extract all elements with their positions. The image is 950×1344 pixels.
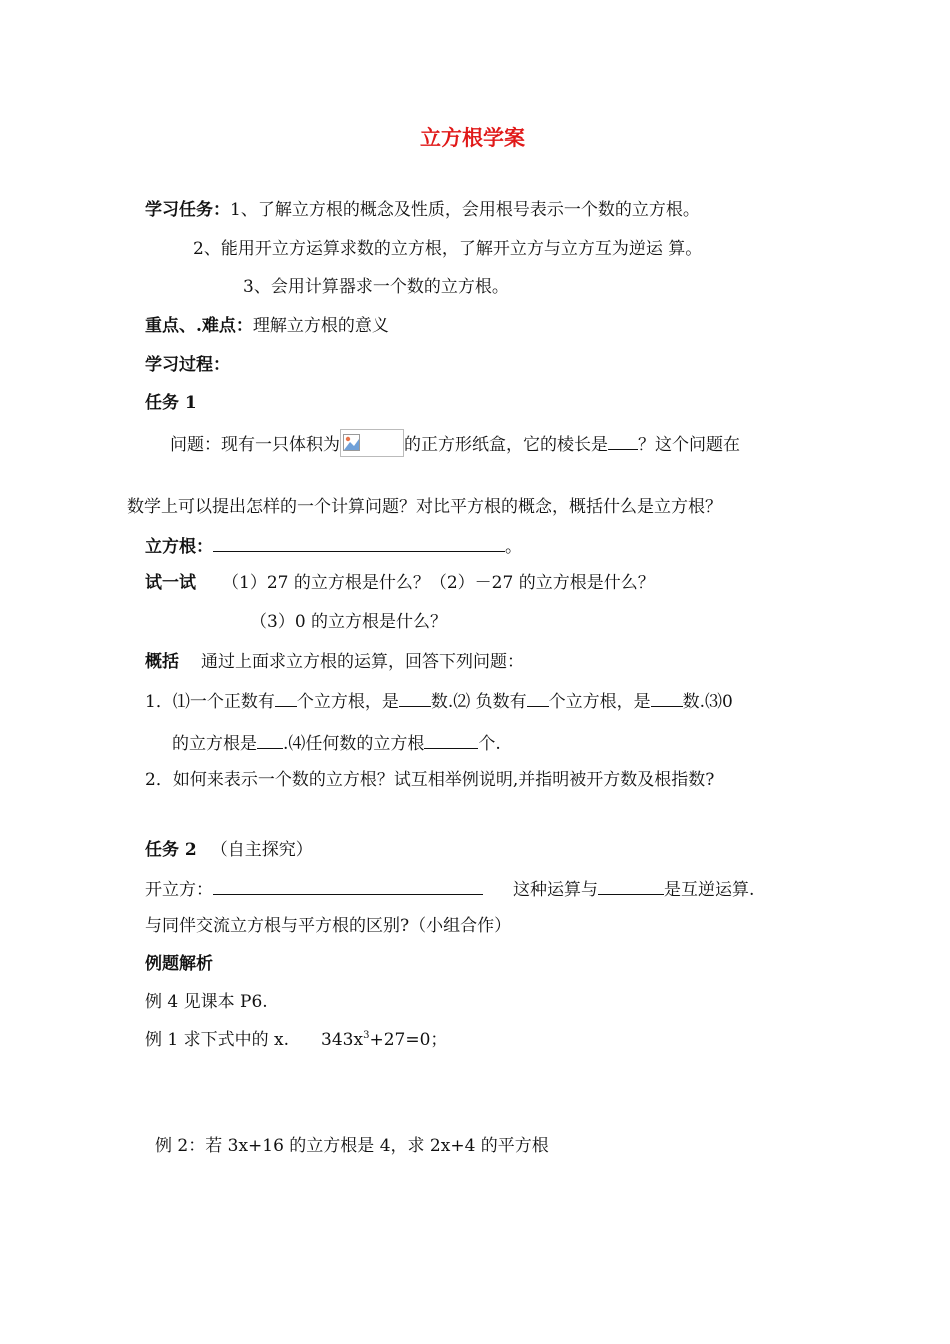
- task-item-2: 2、能用开立方运算求数的立方根，了解开立方与立方互为逆运 算。: [193, 239, 703, 259]
- kai-li-fang-blank: [213, 876, 483, 895]
- definition-blank: [213, 533, 505, 552]
- s2-text-b: .⑷任何数的立方根: [283, 734, 425, 754]
- blank-negative-count: [527, 688, 549, 707]
- task2-subheading: （自主探究）: [210, 840, 313, 860]
- try-questions-1: （1）27 的立方根是什么？（2）－27 的立方根是什么？: [222, 573, 655, 593]
- question-part-a: 问题：现有一只体积为: [170, 435, 340, 455]
- task2-heading-line: [145, 838, 313, 862]
- try-questions-2: （3）0 的立方根是什么？: [250, 612, 448, 632]
- summary-item-1-cont: [172, 730, 501, 756]
- s1-text-c: 数.⑵ 负数有: [430, 692, 527, 712]
- s2-text-c: 个.: [478, 734, 501, 754]
- example-2: 例 2：若 3x+16 的立方根是 4，求 2x+4 的平方根: [155, 1136, 549, 1156]
- s1-text-d: 个立方根，是: [548, 692, 651, 712]
- summary-text: 通过上面求立方根的运算，回答下列问题：: [201, 652, 524, 672]
- kai-li-fang-end: 是互逆运算.: [664, 880, 755, 900]
- kai-li-fang-label: 开立方：: [145, 880, 213, 900]
- definition-label: 立方根：: [145, 537, 213, 557]
- question-part-b: 的正方形纸盒，它的棱长是: [404, 435, 608, 455]
- key-text: 理解立方根的意义: [252, 316, 389, 336]
- key-label: 重点、.难点：: [145, 316, 253, 336]
- equation-a: 343x: [321, 1030, 364, 1050]
- s1-text-b: 个立方根，是: [296, 692, 399, 712]
- question-part-c: ？这个问题在: [638, 435, 740, 455]
- summary-line: [145, 650, 524, 674]
- cube-root-definition: [145, 533, 522, 559]
- example-1-label: 例 1 求下式中的 x.: [145, 1030, 290, 1050]
- kai-li-fang-mid: 这种运算与: [513, 880, 598, 900]
- s1-text-a: 1．⑴一个正数有: [145, 692, 275, 712]
- equation-exponent: 3: [363, 1030, 370, 1041]
- blank-negative-sign: [651, 688, 683, 707]
- task1-heading: 任务 1: [145, 393, 197, 413]
- edge-length-blank: [608, 431, 638, 450]
- broken-image-icon: [343, 434, 360, 451]
- blank-any-count: [424, 730, 478, 749]
- kai-li-fang-line: [145, 876, 754, 902]
- tasks-label: 学习任务：: [145, 200, 230, 220]
- summary-item-1: [145, 688, 733, 714]
- blank-positive-sign: [399, 688, 431, 707]
- tasks-line-1: [145, 198, 700, 222]
- examples-heading: 例题解析: [145, 954, 213, 974]
- equation-b: +27=0；: [369, 1030, 448, 1050]
- task-item-1: 1、了解立方根的概念及性质，会用根号表示一个数的立方根。: [230, 200, 700, 220]
- task-item-3: 3、会用计算器求一个数的立方根。: [243, 277, 509, 297]
- task2-heading: 任务 2: [145, 840, 197, 860]
- process-label: 学习过程：: [145, 355, 230, 375]
- summary-item-2: 2．如何来表示一个数的立方根？试互相举例说明,并指明被开方数及根指数?: [145, 770, 715, 790]
- key-points: [145, 314, 389, 338]
- s2-text-a: 的立方根是: [172, 734, 257, 754]
- definition-end: 。: [505, 537, 522, 557]
- inverse-op-blank: [598, 876, 664, 895]
- s1-text-e: 数.⑶0: [682, 692, 733, 712]
- example-1: [145, 1028, 447, 1052]
- task1-question: [170, 429, 740, 457]
- try-label: 试一试: [145, 573, 196, 593]
- share-line: 与同伴交流立方根与平方根的区别?（小组合作）: [145, 916, 512, 936]
- blank-positive-count: [275, 688, 297, 707]
- volume-image: [340, 429, 404, 457]
- task1-question-line-2: 数学上可以提出怎样的一个计算问题？对比平方根的概念，概括什么是立方根？: [127, 497, 722, 517]
- page-title: 立方根学案: [420, 125, 525, 150]
- try-it-line-1: [145, 571, 655, 595]
- blank-zero-root: [257, 730, 283, 749]
- summary-label: 概括: [145, 652, 179, 672]
- example-4: 例 4 见课本 P6.: [145, 992, 268, 1012]
